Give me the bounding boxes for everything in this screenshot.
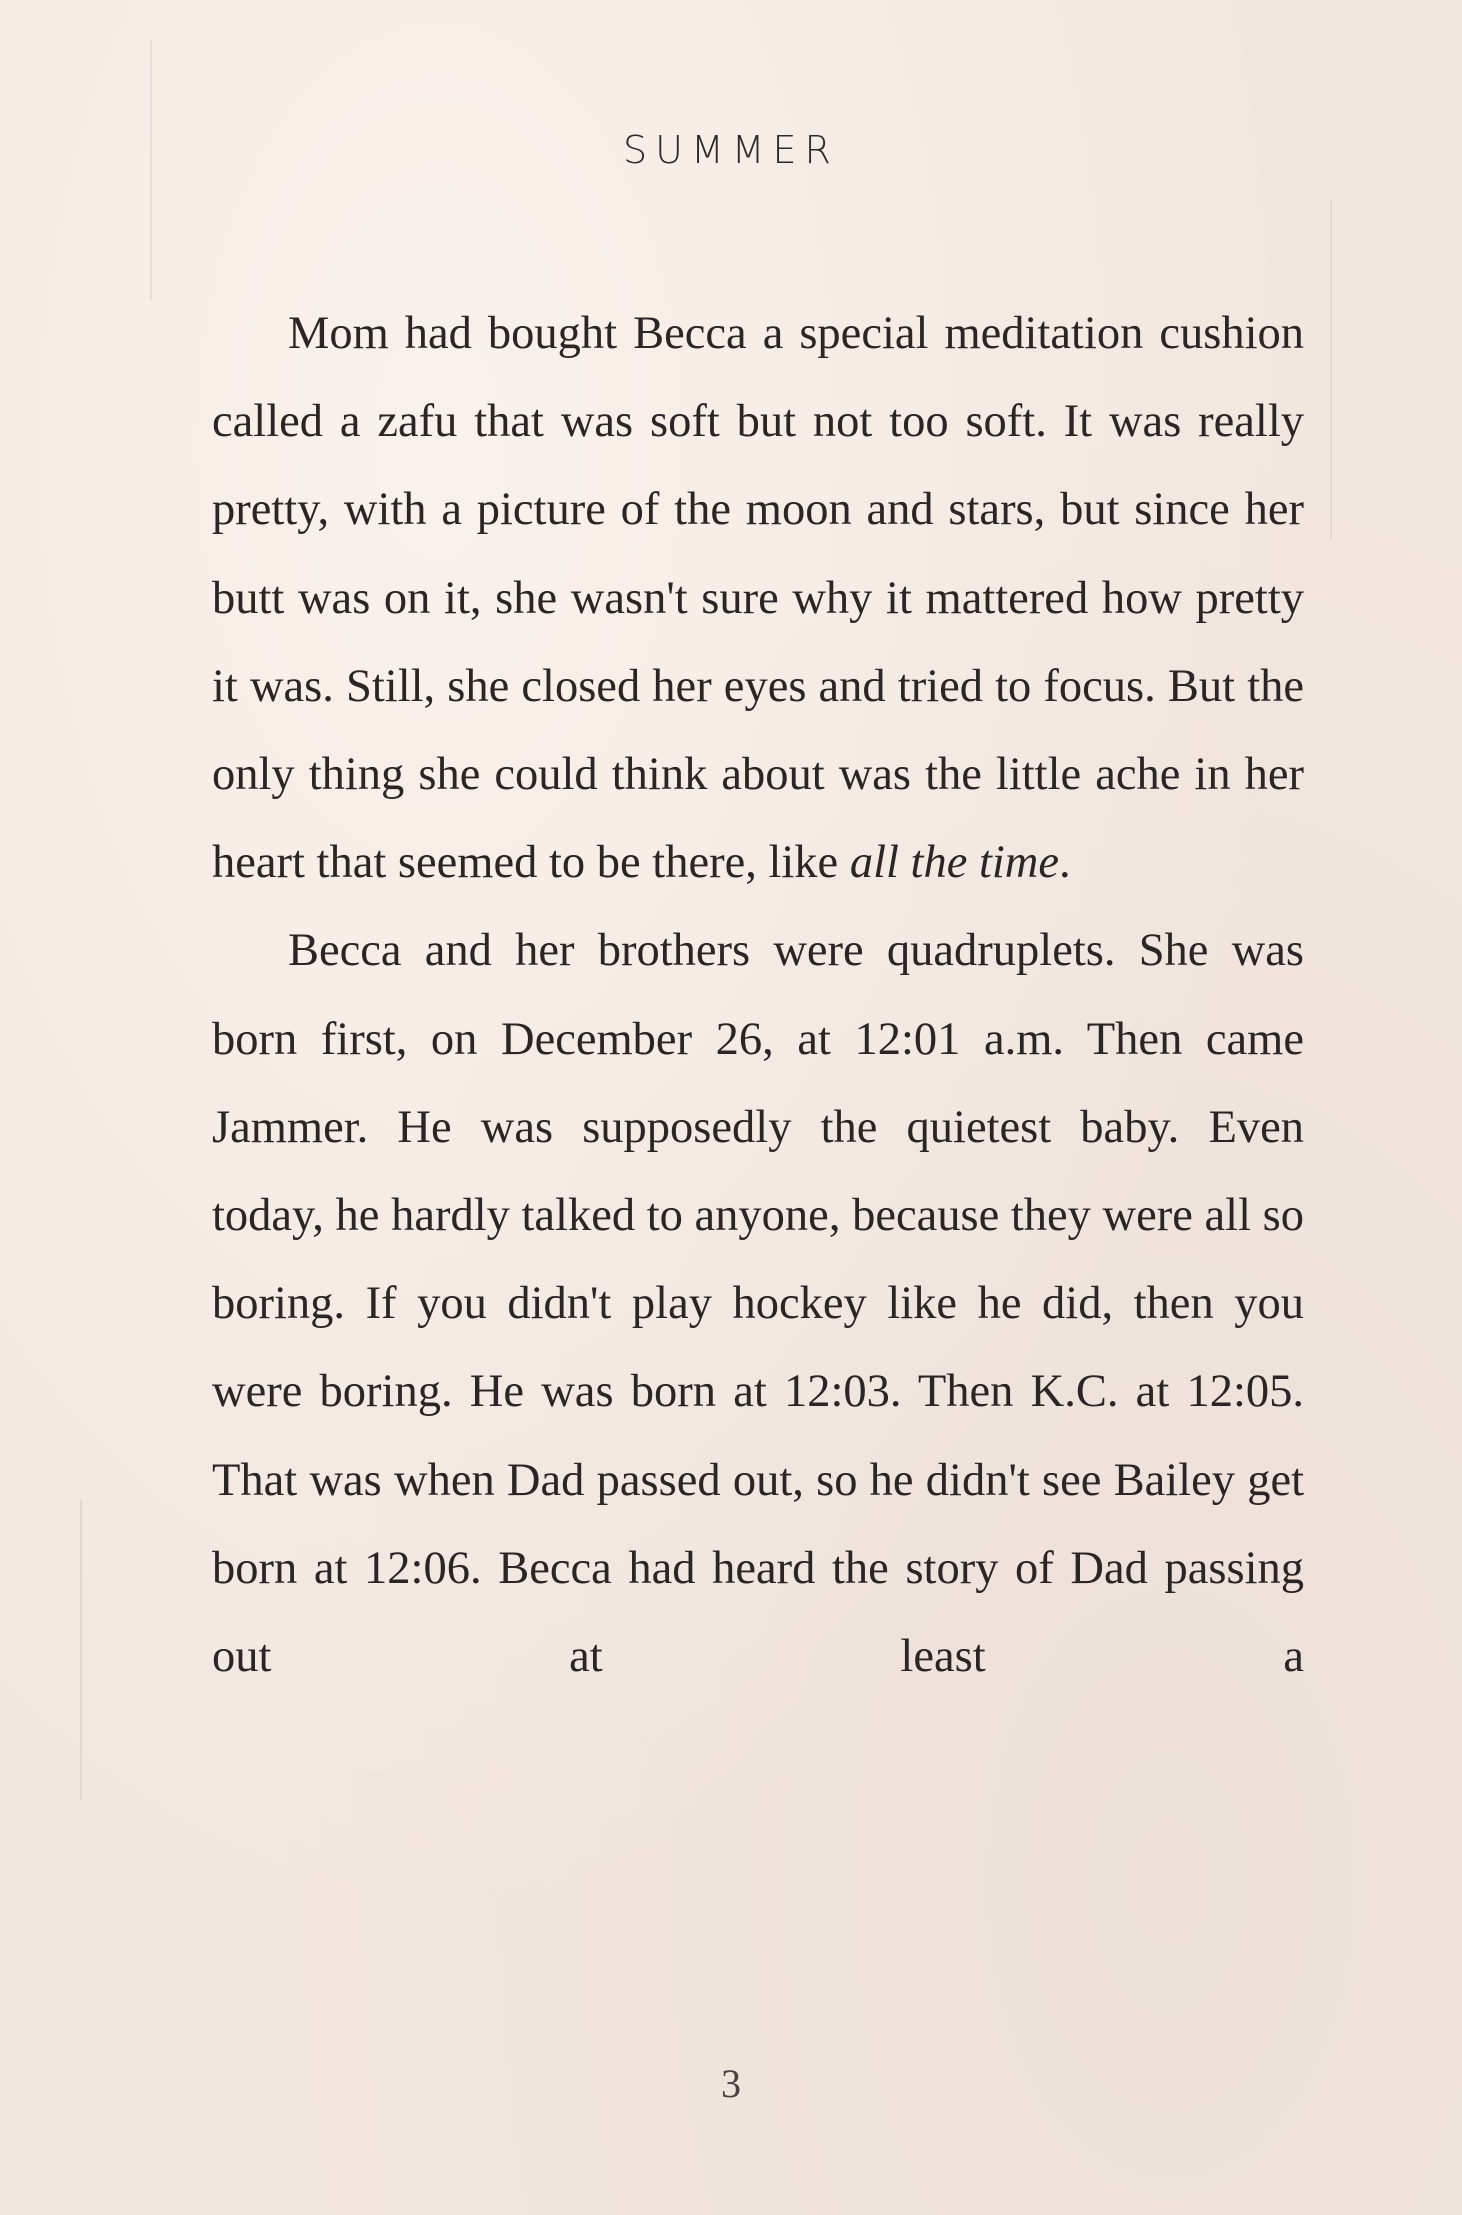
- body-text: [212, 290, 1304, 1701]
- page-number: 3: [721, 2061, 741, 2106]
- paragraph-1-italic: all the time: [849, 837, 1060, 889]
- paragraph-1-tail: .: [1059, 837, 1071, 889]
- running-head: SUMMER: [623, 128, 839, 172]
- paragraph-1: [212, 290, 1304, 907]
- paragraph-2-text: Becca and her brothers were quadruplets. She was born first, on December 26, at 12:01 a.m. Then came Jammer. He was supposedly the quietest baby. Even today, he hardly talked to anyone, because they were all so boring. If you didn't play hockey like he did, then you were boring. He was born at 12:03. Then K.C. at 12:05. That was when Dad passed out, so he didn't see Bailey get born at 12:06. Becca had heard the story of Dad passing out at least a: [212, 925, 1304, 1683]
- paragraph-2: [212, 907, 1304, 1701]
- paper-mark: [80, 1500, 82, 1800]
- paragraph-1-text: Mom had bought Becca a special meditation cushion called a zafu that was soft but not too soft. It was really pretty, with a picture of the moon and stars, but since her butt was on it, she wasn't sure why it mattered how pretty it was. Still, she closed her eyes and tried to focus. But the only thing she could think about was the little ache in her heart that seemed to be there, like: [212, 308, 1304, 889]
- paper-mark: [1330, 200, 1332, 540]
